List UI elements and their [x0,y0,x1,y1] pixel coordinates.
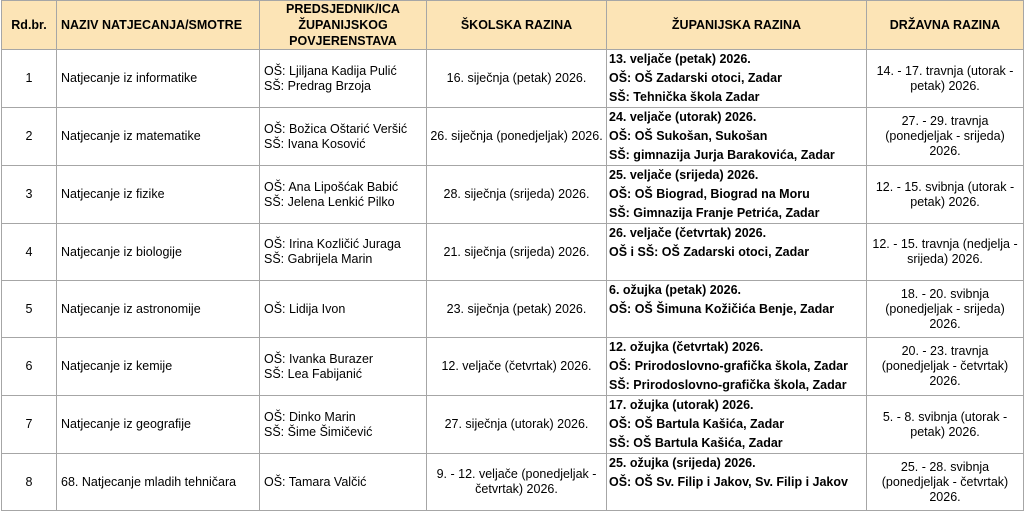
county-venue-os: OŠ: OŠ Bartula Kašića, Zadar [609,417,785,431]
county-level [607,224,867,281]
county-venue-ss: SŠ: Gimnazija Franje Petrića, Zadar [609,206,820,220]
row-number: 7 [2,396,57,454]
county-venue-os: OŠ: OŠ Biograd, Biograd na Moru [609,187,810,201]
competition-name: Natjecanje iz fizike [57,166,260,224]
committee-president [260,108,427,166]
competition-schedule-table [1,0,1024,511]
president-os: OŠ: Tamara Valčić [264,474,367,489]
president-ss: SŠ: Šime Šimičević [264,424,373,439]
table-row [2,454,1024,511]
county-date: 12. ožujka (četvrtak) 2026. [609,340,764,354]
state-level-date: 12. - 15. svibnja (utorak - petak) 2026. [867,166,1024,224]
county-venue-os: OŠ: OŠ Šimuna Kožičića Benje, Zadar [609,302,835,316]
county-level [607,108,867,166]
committee-president [260,50,427,108]
county-level [607,50,867,108]
competition-name: 68. Natjecanje mladih tehničara [57,454,260,511]
county-venue-os: OŠ: Prirodoslovno-grafička škola, Zadar [609,359,848,373]
header-drzavna: DRŽAVNA RAZINA [867,1,1024,50]
school-level-date: 9. - 12. veljače (ponedjeljak - četvrtak) 2026. [427,454,607,511]
president-os: OŠ: Ljiljana Kadija Pulić [264,63,397,78]
state-level-date: 27. - 29. travnja (ponedjeljak - srijeda) 2026. [867,108,1024,166]
president-ss: SŠ: Ivana Kosović [264,136,366,151]
table-row [2,396,1024,454]
county-date: 24. veljače (utorak) 2026. [609,110,757,124]
county-date: 25. veljače (srijeda) 2026. [609,168,759,182]
president-os: OŠ: Dinko Marin [264,409,356,424]
state-level-date: 14. - 17. travnja (utorak - petak) 2026. [867,50,1024,108]
table-row [2,108,1024,166]
header-predsjednik: PREDSJEDNIK/ICA ŽUPANIJSKOG POVJERENSTAVA [260,1,427,50]
president-os: OŠ: Lidija Ivon [264,301,346,316]
president-ss: SŠ: Predrag Brzoja [264,78,371,93]
state-level-date: 25. - 28. svibnja (ponedjeljak - četvrtak) 2026. [867,454,1024,511]
school-level-date: 16. siječnja (petak) 2026. [427,50,607,108]
row-number: 2 [2,108,57,166]
competition-name: Natjecanje iz biologije [57,224,260,281]
president-os: OŠ: Irina Kozličić Juraga [264,237,401,251]
table-row [2,224,1024,281]
row-number: 1 [2,50,57,108]
committee-president [260,454,427,511]
header-zupanijska: ŽUPANIJSKA RAZINA [607,1,867,50]
header-skolska: ŠKOLSKA RAZINA [427,1,607,50]
county-date: 13. veljače (petak) 2026. [609,52,751,66]
state-level-date: 5. - 8. svibnja (utorak - petak) 2026. [867,396,1024,454]
state-level-date: 18. - 20. svibnja (ponedjeljak - srijeda) 2026. [867,281,1024,338]
school-level-date: 27. siječnja (utorak) 2026. [427,396,607,454]
school-level-date: 21. siječnja (srijeda) 2026. [427,224,607,281]
table-row [2,281,1024,338]
president-os: OŠ: Ana Lipošćak Babić [264,179,399,194]
county-venue-os: OŠ: OŠ Sukošan, Sukošan [609,129,768,143]
table-row [2,338,1024,396]
county-level [607,166,867,224]
table-row [2,50,1024,108]
committee-president [260,166,427,224]
header-row [2,1,1024,50]
competition-name: Natjecanje iz informatike [57,50,260,108]
row-number: 5 [2,281,57,338]
row-number: 8 [2,454,57,511]
competition-name: Natjecanje iz matematike [57,108,260,166]
row-number: 6 [2,338,57,396]
county-venue-ss: SŠ: OŠ Bartula Kašića, Zadar [609,436,783,450]
header-rb: Rd.br. [2,1,57,50]
county-venue-ss: SŠ: gimnazija Jurja Barakovića, Zadar [609,148,835,162]
president-ss: SŠ: Gabrijela Marin [264,252,373,266]
header-naziv: NAZIV NATJECANJA/SMOTRE [57,1,260,50]
president-os: OŠ: Božica Oštarić Veršić [264,121,408,136]
county-date: 25. ožujka (srijeda) 2026. [609,456,756,470]
president-ss: SŠ: Jelena Lenkić Pilko [264,194,395,209]
county-date: 26. veljače (četvrtak) 2026. [609,226,767,240]
county-venue-os: OŠ: OŠ Sv. Filip i Jakov, Sv. Filip i Jakov [609,475,848,489]
county-level [607,396,867,454]
state-level-date: 12. - 15. travnja (nedjelja - srijeda) 2026. [867,224,1024,281]
president-ss: SŠ: Lea Fabijanić [264,366,362,381]
committee-president [260,338,427,396]
county-level [607,338,867,396]
competition-name: Natjecanje iz kemije [57,338,260,396]
school-level-date: 26. siječnja (ponedjeljak) 2026. [427,108,607,166]
county-date: 6. ožujka (petak) 2026. [609,283,742,297]
row-number: 4 [2,224,57,281]
county-date: 17. ožujka (utorak) 2026. [609,398,754,412]
competition-name: Natjecanje iz geografije [57,396,260,454]
competition-name: Natjecanje iz astronomije [57,281,260,338]
committee-president [260,281,427,338]
county-level [607,454,867,511]
school-level-date: 28. siječnja (srijeda) 2026. [427,166,607,224]
county-venue-os-ss: OŠ i SŠ: OŠ Zadarski otoci, Zadar [609,245,810,259]
school-level-date: 12. veljače (četvrtak) 2026. [427,338,607,396]
committee-president [260,224,427,281]
school-level-date: 23. siječnja (petak) 2026. [427,281,607,338]
state-level-date: 20. - 23. travnja (ponedjeljak - četvrtak) 2026. [867,338,1024,396]
table-body [2,50,1024,511]
county-venue-ss: SŠ: Tehnička škola Zadar [609,90,760,104]
county-venue-ss: SŠ: Prirodoslovno-grafička škola, Zadar [609,378,847,392]
president-os: OŠ: Ivanka Burazer [264,351,374,366]
county-level [607,281,867,338]
table-row [2,166,1024,224]
committee-president [260,396,427,454]
county-venue-os: OŠ: OŠ Zadarski otoci, Zadar [609,71,782,85]
row-number: 3 [2,166,57,224]
